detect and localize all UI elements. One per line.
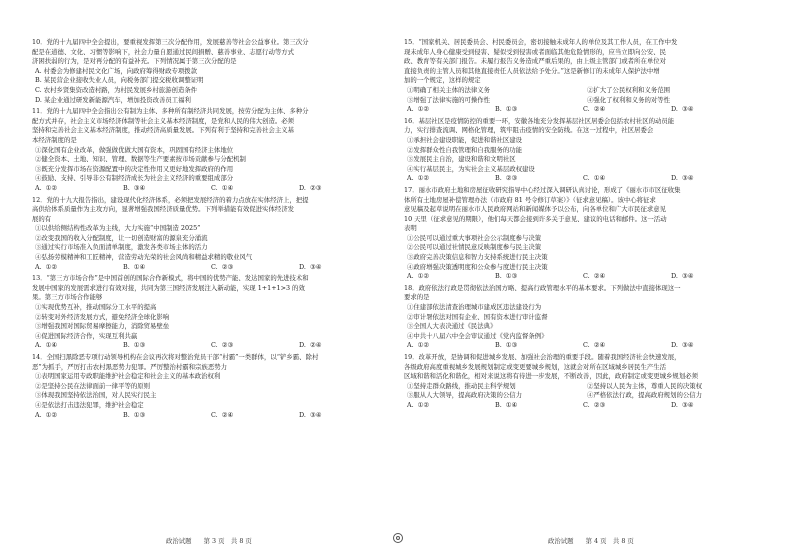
q12-answer-a: A. ①② bbox=[35, 262, 58, 271]
q12-statement-4: ④弘扬劳模精神和工匠精神，营造劳动光荣的社会风尚和精益求精的敬业风气 bbox=[35, 253, 253, 262]
binding-mark-icon bbox=[393, 533, 403, 543]
q17-statement-3: ③政府完善决策信息和智力支持系统进行民主决策 bbox=[407, 253, 548, 262]
q18-answer-a: A. ①② bbox=[407, 341, 430, 350]
q11-statement-3: ③既充分发挥市场在资源配置中的决定性作用又更好地发挥政府的作用 bbox=[35, 164, 234, 173]
q18-statement-4: ④中共十八届六中全会审议通过《党内监督条例》 bbox=[407, 331, 548, 340]
q19-answer-d: D. ③④ bbox=[671, 400, 694, 409]
q12-statement-2: ②改变我国的收入分配制度，让一切创造财富的源泉充分涌流 bbox=[35, 233, 208, 242]
q15-statement-2: ②扩大了公民权利和义务范围 bbox=[587, 85, 671, 94]
q19-stem-2: 各级政府高度重视城乡发展规划制定或变更要城乡规划，这就会对所在区域城乡居民生产生活 bbox=[404, 362, 667, 371]
q18-stem-2: 要求的是 bbox=[404, 293, 430, 302]
q19-statement-4: ④严格依法行政，提高政府规划的公信力 bbox=[587, 391, 703, 400]
q16-stem-1: 16．基层社区是疫情防控的重要一环，安徽各地充分发挥基层社区居委会包括农村社区的动员能 bbox=[404, 116, 675, 125]
question-19 bbox=[404, 353, 768, 411]
q19-answers bbox=[404, 401, 768, 411]
q17-answers bbox=[404, 272, 768, 282]
q17-statement-2: ②公民可以通过社情民意反映制度参与民主决策 bbox=[407, 243, 542, 252]
q14-statement-1: ①表明国家运用专政职能维护社会稳定和社会主义的基本政治权利 bbox=[35, 372, 221, 381]
q15-stem-4: 直接负责的主管人员和其他直接责任人员依法给予处分。”这是新修订的未成年人保护法中增 bbox=[404, 66, 660, 75]
q14-statement-2: ②是坚持公民在法律面前一律平等的原则 bbox=[35, 381, 151, 390]
q15-stem-3: 政、教育等有关部门报告。未履行报告义务造成严重后果的，由上级主管部门或者所在单位对 bbox=[404, 57, 667, 66]
q11-statement-1: ①深化国有企业改革，做强做优做大国有资本，巩固国有经济主体地位 bbox=[35, 145, 234, 154]
q13-answer-c: C. ②③ bbox=[211, 341, 234, 350]
q16-answer-b: B. ②③ bbox=[495, 174, 518, 183]
q14-statement-3: ③体现我国坚持依法治国，对人民实行民主 bbox=[35, 391, 157, 400]
q15-statement-4: ④强化了权利和义务的对等性 bbox=[587, 95, 671, 104]
q16-statement-1: ①承担社会建设职能，促进和谐社区建设 bbox=[407, 135, 523, 144]
q15-answer-d: D. ③④ bbox=[671, 105, 694, 114]
q13-answer-b: B. ①③ bbox=[123, 341, 146, 350]
q18-answer-c: C. ②④ bbox=[583, 341, 606, 350]
q12-statement-3: ③通过实行市场准入负面清单制度，激发各类市场主体的活力 bbox=[35, 243, 208, 252]
q11-answer-c: C. ①④ bbox=[211, 183, 234, 192]
q14-statement-4: ④是依法打击违法犯罪，维护社会稳定 bbox=[35, 400, 144, 409]
q16-answers bbox=[404, 174, 768, 184]
q13-stem-2: 发展中国家的发展需求进行有效对接，共同为第三国经济发展注入新动能，实现 1+1+1>3 的效 bbox=[32, 283, 305, 292]
q10-stem-3: 济困扶弱的行为，是对再分配的有益补充。下列情况属于第三次分配的是 bbox=[32, 57, 237, 66]
q19-statement-3: ③服从人大领导，提高政府决策的公信力 bbox=[407, 391, 523, 400]
q11-answers bbox=[32, 184, 396, 194]
q15-statement-3: ③增强了法律实施的可操作性 bbox=[407, 95, 491, 104]
q19-answer-b: B. ①④ bbox=[495, 400, 518, 409]
q12-answer-c: C. ②③ bbox=[211, 262, 234, 271]
q18-statement-3: ③全国人大表决通过《民法典》 bbox=[407, 322, 497, 331]
q12-answers bbox=[32, 263, 396, 273]
q17-stem-1: 17．丽水市政府土地和房屋征收研究指导中心经过深入调研认真讨论，形成了《丽水市市区征收集 bbox=[404, 185, 681, 194]
question-14 bbox=[32, 353, 396, 420]
q12-stem-2: 高供给体系质量作为主攻方向，显著增强我国经济质量优势。下列举措能有效促进实体经济发 bbox=[32, 205, 295, 214]
q15-answer-c: C. ②④ bbox=[583, 105, 606, 114]
q18-answers bbox=[404, 341, 768, 351]
footer-right-page: 第 4 页 共 8 页 bbox=[585, 537, 634, 545]
q15-answer-b: B. ①③ bbox=[495, 105, 518, 114]
q18-answer-b: B. ①③ bbox=[495, 341, 518, 350]
q18-statement-2: ②审计署依法对国有企业、国有资本进行审计监督 bbox=[407, 312, 548, 321]
question-18 bbox=[404, 284, 768, 351]
q19-statement-2: ②坚持以人民为主体，尊重人民的决策权 bbox=[587, 381, 703, 390]
question-15 bbox=[404, 38, 768, 115]
q13-stem-3: 果。第三方市场合作能够 bbox=[32, 293, 103, 302]
q16-statement-2: ②发挥群众性自我管理和自我服务的功能 bbox=[407, 145, 523, 154]
q10-option-a: A. 村委会为修建村民文化广场，向政府筹得财政专项拨款 bbox=[35, 66, 198, 75]
q12-statement-1: ①以供给侧结构性改革为主线，大力实施“中国制造 2025” bbox=[35, 224, 201, 233]
q17-answer-d: D. ③④ bbox=[671, 272, 694, 281]
q14-answers bbox=[32, 411, 396, 421]
q16-statement-4: ④实行基层民主，为实社会主义基层政权建设 bbox=[407, 164, 535, 173]
q13-statement-3: ③增强我国对国际贸易摩擦能力，消除贸易壁垒 bbox=[35, 322, 170, 331]
q10-option-b: B. 某民营企业接收失业人员，向税务部门提交税收调整证明 bbox=[35, 76, 204, 85]
q11-stem-3: 坚持和完善社会主义基本经济制度，推动经济高质量发展。下列有利于坚持和完善社会主义基 bbox=[32, 126, 295, 135]
footer-left bbox=[166, 536, 262, 545]
q13-answer-d: D. ②④ bbox=[299, 341, 322, 350]
q17-answer-c: C. ②④ bbox=[583, 272, 606, 281]
q18-stem-1: 18．政府依法行政是贯彻依法治国方略、提高行政管理水平的基本要求。下列做法中直接体现这一 bbox=[404, 283, 681, 292]
left-column bbox=[32, 38, 396, 422]
q11-answer-b: B. ③④ bbox=[123, 183, 146, 192]
q10-option-c: C. 农村乡贤集资改造村路，为村民发展乡村旅游创造条件 bbox=[35, 85, 198, 94]
q16-answer-a: A. ①② bbox=[407, 174, 430, 183]
q14-answer-d: D. ③④ bbox=[299, 410, 322, 419]
q14-stem-1: 14．全国扫黑除恶专项行动领导机构在会议再次将对整治党员干部“村霸”一类群体，以“铲乡霸、除村 bbox=[32, 353, 319, 361]
q16-answer-d: D. ③④ bbox=[671, 174, 694, 183]
question-16 bbox=[404, 117, 768, 184]
q17-stem-4: 10 天里（征求意见的期限），他们每天都会接到许多关于意见、建议的电话和邮件。这一活动 bbox=[404, 214, 667, 223]
q19-statements-row-1 bbox=[404, 382, 768, 392]
q17-statement-1: ①公民可以通过重大事项社会公示制度参与决策 bbox=[407, 233, 542, 242]
q10-option-d: D. 某企业通过研发新能源汽车，增加投资改善员工福利 bbox=[35, 95, 191, 104]
q11-stem-4: 本经济制度的是 bbox=[32, 135, 77, 144]
q16-statement-3: ③发展民主自治，建设和谐和文明社区 bbox=[407, 155, 516, 164]
q12-stem-3: 展的有 bbox=[32, 214, 52, 223]
question-11 bbox=[32, 107, 396, 193]
q16-stem-2: 力，实行排查流调、网格化管理，筑牢阻击疫情的安全防线。在这一过程中，社区居委会 bbox=[404, 126, 654, 135]
right-column bbox=[404, 38, 768, 413]
q18-answer-d: D. ③④ bbox=[671, 341, 694, 350]
q11-answer-a: A. ①② bbox=[35, 183, 58, 192]
q14-answer-c: C. ②④ bbox=[211, 410, 234, 419]
q18-statement-1: ①住建部依法清查治理城市建成区违法建设行为 bbox=[407, 303, 542, 312]
q12-answer-d: D. ③④ bbox=[299, 262, 322, 271]
q14-answer-a: A. ①② bbox=[35, 410, 58, 419]
q15-answers bbox=[404, 105, 768, 115]
q13-answer-a: A. ①④ bbox=[35, 341, 58, 350]
q19-statement-1: ①坚持走群众路线，推动民主科学规划 bbox=[407, 381, 516, 390]
q19-answer-c: C. ②③ bbox=[583, 400, 606, 409]
q13-statement-1: ①实现优势互补，推动国际分工水平的提高 bbox=[35, 303, 157, 312]
q10-stem-1: 10．党的十九届四中全会提出，要重视发挥第三次分配作用，发展慈善等社会公益事业。第三次分 bbox=[32, 38, 309, 46]
q10-stem-2: 配是在道德、文化、习惯等影响下，社会力量自愿通过民间捐赠、慈善事业、志愿行动等方式 bbox=[32, 47, 295, 56]
q15-statements-row-1 bbox=[404, 86, 768, 96]
question-12 bbox=[32, 196, 396, 273]
footer-left-subject: 政治试题 bbox=[166, 537, 192, 545]
question-10 bbox=[32, 38, 396, 105]
q14-stem-2: 恶”为抓手，严厉打击农村黑恶势力犯罪。严厉整治村霸和宗族恶势力 bbox=[32, 362, 227, 371]
q14-answer-b: B. ①③ bbox=[123, 410, 146, 419]
q17-answer-a: A. ①② bbox=[407, 272, 430, 281]
q15-statements-row-2 bbox=[404, 96, 768, 106]
q19-statements-row-2 bbox=[404, 391, 768, 401]
q19-stem-1: 19．改革开放，是协调和促进城乡发展、加强社会治理的重要手段。随着我国经济社会快速发展， bbox=[404, 353, 681, 361]
question-17 bbox=[404, 186, 768, 282]
q12-answer-b: B. ①④ bbox=[123, 262, 146, 271]
q11-statement-4: ④鼓励、支持、引导非公有制经济成长为社会主义经济的重要组成部分 bbox=[35, 174, 234, 183]
q13-answers bbox=[32, 341, 396, 351]
footer-left-page: 第 3 页 共 8 页 bbox=[203, 537, 252, 545]
q15-statement-1: ①明确了相关主体的法律义务 bbox=[407, 85, 491, 94]
q13-statement-4: ④促进国际经济合作，实现互利共赢 bbox=[35, 331, 138, 340]
q17-answer-b: B. ①③ bbox=[495, 272, 518, 281]
q17-stem-3: 意见稿及起草说明在丽水市人民政府网站和新闻媒体予以公布，向各单位和广大市民征求意见 bbox=[404, 205, 667, 214]
q15-stem-2: 现未成年人身心健康受到侵害、疑似受到侵害或者面临其他危险情形的，应当立即向公安、民 bbox=[404, 47, 667, 56]
question-13 bbox=[32, 274, 396, 351]
q11-stem-2: 配方式并存，社会主义市场经济体制等社会主义基本经济制度，是党和人民的伟大创造。必须 bbox=[32, 116, 295, 125]
q17-statement-4: ④政府增强决策透明度和公众参与度进行民主决策 bbox=[407, 262, 548, 271]
q19-stem-3: 区域和谐和活化和谐化，相对来说这将有待进一步发展，不断改善，因此，政府制定或变更城乡规划必须 bbox=[404, 372, 698, 381]
q19-answer-a: A. ①② bbox=[407, 400, 430, 409]
q15-answer-a: A. ①② bbox=[407, 105, 430, 114]
q12-stem-1: 12．党的十九大报告指出，建设现代化经济体系，必须把发展经济的着力点放在实体经济上，把提 bbox=[32, 195, 309, 204]
footer-right-subject: 政治试题 bbox=[548, 537, 574, 545]
q11-statement-2: ②健全资本、土地、知识、管理、数据等生产要素按市场贡献参与分配机制 bbox=[35, 155, 246, 164]
q15-stem-1: 15．“国家机关、居民委员会、村民委员会，密切接触未成年人的单位及其工作人员，在工作中发 bbox=[404, 38, 678, 46]
q13-statement-2: ②转变对外经济发展方式，避免经济全球化影响 bbox=[35, 312, 170, 321]
q16-answer-c: C. ①④ bbox=[583, 174, 606, 183]
q17-stem-2: 体所有土地房屋补偿管理办法（市政府 81 号令修订草案）》（征求意见稿）。该中心将征求 bbox=[404, 195, 656, 204]
q11-stem-1: 11．党的十九届四中全会指出公有制为主体、多种所有制经济共同发展，按劳分配为主体、多种分 bbox=[32, 107, 309, 116]
q11-answer-d: D. ②③ bbox=[299, 183, 322, 192]
footer-right bbox=[548, 536, 644, 545]
q17-stem-5: 表明 bbox=[404, 224, 417, 233]
q15-stem-5: 加的一个规定，这样的规定 bbox=[404, 76, 481, 85]
q13-stem-1: 13．“第三方市场合作”是中国首创的国际合作新模式，将中国的优势产能、发达国家的先进技术和 bbox=[32, 274, 309, 283]
